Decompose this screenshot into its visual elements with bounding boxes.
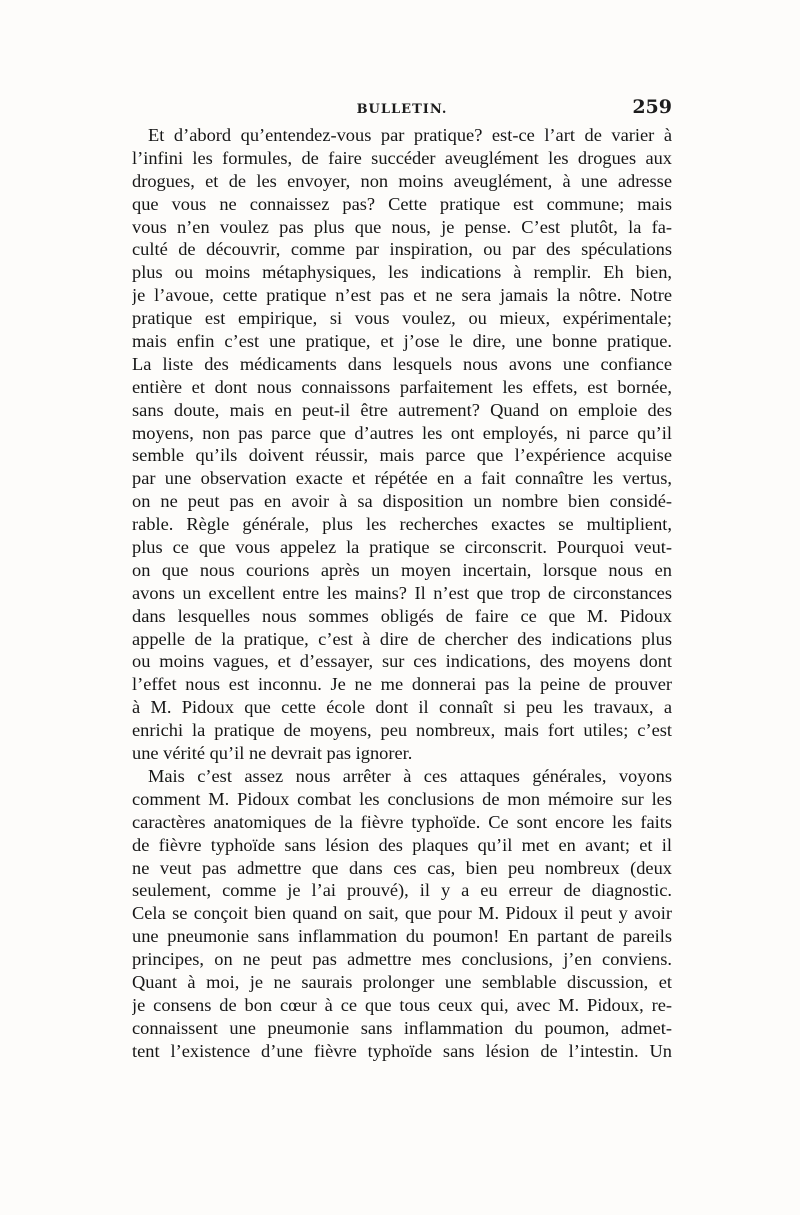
text-line: culté de découvrir, comme par inspiration, ou par des spéculations (132, 239, 672, 260)
text-line: tent l’existence d’une fièvre typhoïde sans lésion de l’intestin. Un (132, 1040, 672, 1061)
text-line: seulement, comme je l’ai prouvé), il y a eu erreur de diagnostic. (132, 880, 672, 901)
text-line: Quant à moi, je ne saurais prolonger une semblable discussion, et (132, 971, 672, 992)
text-line: dans lesquelles nous sommes obligés de faire ce que M. Pidoux (132, 605, 672, 626)
text-line: Cela se conçoit bien quand on sait, que pour M. Pidoux il peut y avoir (132, 903, 672, 924)
text-line: ou moins vagues, et d’essayer, sur ces indications, des moyens dont (132, 651, 672, 672)
text-line: drogues, et de les envoyer, non moins aveuglément, à une adresse (132, 170, 672, 191)
text-line: pratique est empirique, si vous voulez, ou mieux, expérimentale; (132, 308, 672, 329)
text-line: de fièvre typhoïde sans lésion des plaques qu’il met en avant; et il (132, 834, 672, 855)
text-line: mais enfin c’est une pratique, et j’ose le dire, une bonne pratique. (132, 331, 672, 352)
text-line: La liste des médicaments dans lesquels nous avons une confiance (132, 353, 672, 374)
text-line: appelle de la pratique, c’est à dire de chercher des indications plus (132, 628, 672, 649)
text-line: caractères anatomiques de la fièvre typhoïde. Ce sont encore les faits (132, 811, 672, 832)
text-line: principes, on ne peut pas admettre mes conclusions, j’en conviens. (132, 949, 672, 970)
text-line: une vérité qu’il ne devrait pas ignorer. (132, 743, 413, 764)
page-header (132, 96, 672, 122)
text-line: à M. Pidoux que cette école dont il connaît si peu les travaux, a (132, 697, 672, 718)
text-line: rable. Règle générale, plus les recherches exactes se multiplient, (132, 514, 672, 535)
text-line: que vous ne connaissez pas? Cette pratique est commune; mais (132, 193, 672, 214)
text-line: l’effet nous est inconnu. Je ne me donnerai pas la peine de prouver (132, 674, 672, 695)
text-line: moyens, non pas parce que d’autres les ont employés, ni parce qu’il (132, 422, 672, 443)
text-line: plus ou moins métaphysiques, les indications à remplir. Eh bien, (132, 262, 672, 283)
text-line: je l’avoue, cette pratique n’est pas et ne sera jamais la nôtre. Notre (132, 285, 672, 306)
text-line: une pneumonie sans inflammation du poumon! En partant de pareils (132, 926, 672, 947)
running-title: BULLETIN. (356, 102, 448, 117)
page-number: 259 (632, 96, 672, 118)
text-line: plus ce que vous appelez la pratique se circonscrit. Pourquoi veut- (132, 537, 672, 558)
text-line: enrichi la pratique de moyens, peu nombreux, mais fort utiles; c’est (132, 720, 672, 741)
text-line: je consens de bon cœur à ce que tous ceux qui, avec M. Pidoux, re- (132, 994, 672, 1015)
text-line: on ne peut pas en avoir à sa disposition un nombre bien considé- (132, 491, 672, 512)
text-line: semble qu’ils doivent réussir, mais parce que l’expérience acquise (132, 445, 672, 466)
text-line: comment M. Pidoux combat les conclusions de mon mémoire sur les (132, 788, 672, 809)
text-line: Mais c’est assez nous arrêter à ces attaques générales, voyons (148, 765, 672, 786)
text-line: on que nous courions après un moyen incertain, lorsque nous en (132, 559, 672, 580)
text-line: vous n’en voulez pas plus que nous, je pense. C’est plutôt, la fa- (132, 216, 672, 237)
text-line: l’infini les formules, de faire succéder aveuglément les drogues aux (132, 147, 672, 168)
body-text (132, 124, 672, 1063)
paragraph (132, 124, 672, 765)
text-line: sans doute, mais en peut-il être autrement? Quand on emploie des (132, 399, 672, 420)
text-line: connaissent une pneumonie sans inflammation du poumon, admet- (132, 1017, 672, 1038)
text-line: avons un excellent entre les mains? Il n’est que trop de circonstances (132, 582, 672, 603)
paragraph (132, 765, 672, 1063)
text-line: par une observation exacte et répétée en a fait connaître les vertus, (132, 468, 672, 489)
text-line: Et d’abord qu’entendez-vous par pratique? est-ce l’art de varier à (148, 125, 672, 145)
text-line: entière et dont nous connaissons parfaitement les effets, est bornée, (132, 376, 672, 397)
text-line: ne veut pas admettre que dans ces cas, bien peu nombreux (deux (132, 857, 672, 878)
